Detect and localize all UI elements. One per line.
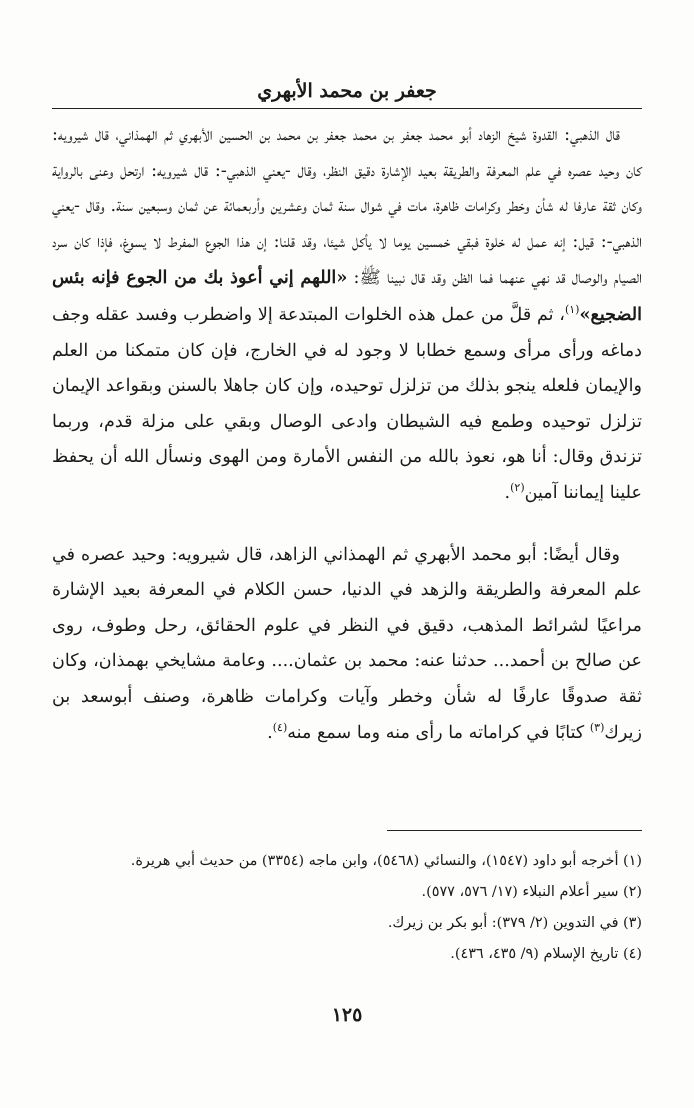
paragraph-1-text: قال الذهبي: القدوة شيخ الزهاد أبو محمد جعفر بن محمد جعفر بن محمد بن الحسين الأبهري ثم الهمذاني، قال شيرويه: كان وحيد عصره في علم المعرفة والطريقة بعيد الإشارة دقيق النظر، وقال -يعني الذهبي-: قال شيرويه: ارتحل وعنى بالرواية وكان ثقة عارفا له شأن وخطر وكرامات ظاهرة، مات في شوال سنة ثمان وعشرين وأربعمائة عن ثمان وسبعين سنة. وقال -يعني الذهبي-: قيل: إنه عمل له خلوة فبقي خمسين يوما لا يأكل شيئا، وقد قلنا: إن هذا الجوع المفرط لا يسوغ، فإذا كان سرد الصيام والوصال قد نهي عنهما فما الظن وقد قال نبينا ﷺ:: [52, 125, 642, 289]
page-number: ١٢٥: [331, 1004, 363, 1026]
paragraph-2-text: وقال أيضًا: أبو محمد الأبهري ثم الهمذاني الزاهد، قال شيرويه: وحيد عصره في علم المعرفة والطريقة والزهد في الدنيا، حسن الكلام في المعرفة بعيد الإشارة مراعيًا لشرائط المذهب، دقيق في النظر في علوم الحقائق، رحل وطوف، روى عن صالح بن أحمد... حدثنا عنه: محمد بن عثمان.... وعامة مشايخي بهمذان، وكان ثقة صدوقًا عارفًا له شأن وخطر وآيات وكرامات ظاهرة، وصنف أبوسعد بن زيرك: [52, 544, 642, 743]
paragraph-2-text-cont: كتابًا في كراماته ما رأى منه وما سمع منه: [287, 722, 590, 743]
footnote-4: (٤) تاريخ الإسلام (٩/ ٤٣٥، ٤٣٦).: [450, 946, 642, 962]
paragraph-2: [52, 538, 642, 752]
hadith-quote: «اللهم إني أعوذ بك من الجوع فإنه بئس الضجيع»: [52, 267, 642, 325]
footnote-divider: [387, 830, 642, 831]
paragraph-1: [52, 118, 642, 512]
paragraph-1-text-cont: ، ثم قلَّ من عمل هذه الخلوات المبتدعة إلا واضطرب وفسد عقله وجف دماغه ورأى مرأى وسمع خطابا لا وجود له في الخارج، فإن كان متمكنا من العلم والإيمان فلعله ينجو بذلك من تزلزل توحيده، وإن كان جاهلا بالسنن وبقواعد الإيمان تزلزل توحيده وطمع فيه الشيطان وادعى الوصال وبقي على مزلة قدم، وربما تزندق وقال: أنا هو، نعوذ بالله من النفس الأمارة ومن الهوى ونسأل الله أن يحفظ علينا إيماننا آمين: [52, 304, 642, 503]
footnote-3: (٣) في التدوين (٢/ ٣٧٩): أبو بكر بن زيرك.: [387, 915, 642, 931]
footnote-ref-3: (٣): [589, 720, 605, 734]
header-divider: [52, 108, 642, 109]
main-text: [52, 118, 642, 751]
paragraph-2-end: .: [267, 722, 273, 743]
running-header: جعفر بن محمد الأبهري: [257, 80, 437, 102]
footnote-ref-1: (١): [564, 303, 580, 317]
footnote-1: (١) أخرجه أبو داود (١٥٤٧)، والنسائي (٥٤٦٨)، وابن ماجه (٣٣٥٤) من حديث أبي هريرة.: [130, 853, 642, 869]
footnote-2: (٢) سير أعلام النبلاء (١٧/ ٥٧٦، ٥٧٧).: [421, 884, 642, 900]
paragraph-1-end: .: [504, 482, 511, 503]
footnotes: [52, 846, 642, 970]
footnote-ref-2: (٢): [510, 481, 525, 495]
footnote-ref-4: (٤): [272, 720, 288, 734]
